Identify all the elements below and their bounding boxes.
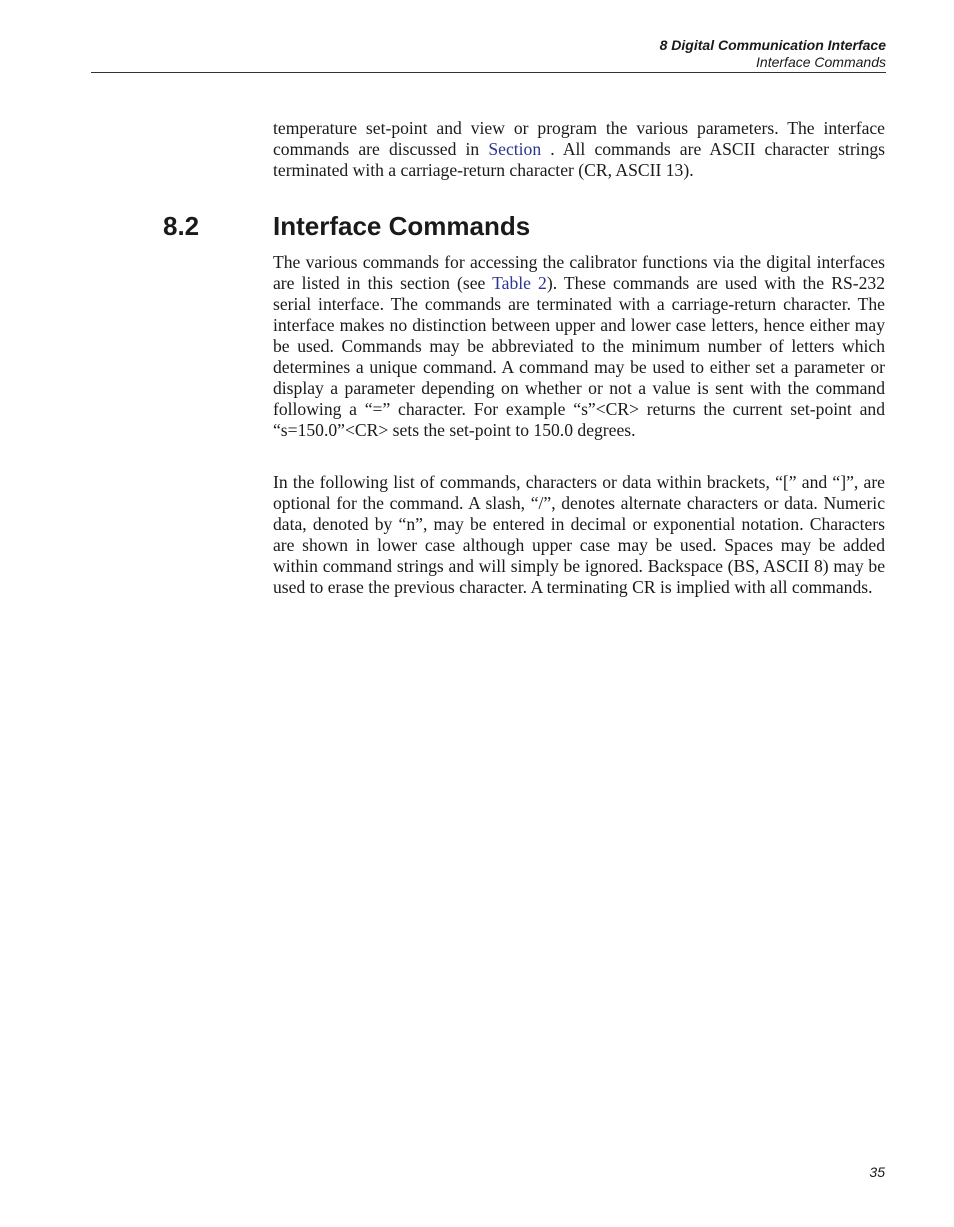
syntax-paragraph: In the following list of commands, characters or data within brackets, “[” and “]”, are optional for the command. A slash, “/”, denotes alternate characters or data. Numeric data, denoted by “n”, may be entered in decimal or exponential notation. Characters are shown in lower case although upper case may be used. Spaces may be added within command strings and will simply be ignored. Backspace (BS, ASCII 8) may be used to erase the previous character. A terminating CR is implied with all commands.: [273, 472, 885, 597]
running-header-section: Interface Commands: [756, 54, 886, 70]
section-number: 8.2: [163, 211, 200, 241]
section-link[interactable]: Section: [488, 139, 542, 159]
commands-text-end: ). These commands are used with the RS-232 serial interface. The commands are terminated with a carriage-return character. The interface makes no distinction between upper and lower case letters, hence either may be used. Commands may be abbreviated to the minimum number of letters which determines a unique command. A command may be used to either set a parameter or display a parameter depending on whether or not a value is sent with the command following a “=” character. For example “s”<CR> returns the current set-point and “s=150.0”<CR> sets the set-point to 150.0 degrees.: [273, 273, 885, 440]
commands-text-start: The various commands for accessing the calibrator functions via the digital interfaces are listed in this section (see: [273, 252, 885, 293]
commands-paragraph: [273, 252, 885, 441]
section-heading: Interface Commands: [273, 211, 531, 241]
running-header: [660, 37, 886, 71]
header-rule: [91, 72, 886, 73]
page-number: 35: [869, 1164, 885, 1180]
running-header-chapter: 8 Digital Communication Interface: [659, 37, 886, 53]
intro-text-end: . All commands are ASCII character strings terminated with a carriage-return character (CR, ASCII 13).: [273, 139, 886, 180]
intro-text-start: temperature set-point and view or program the various parameters. The interface commands are discussed in: [273, 118, 885, 159]
intro-paragraph: [273, 118, 885, 181]
table-2-link[interactable]: Table 2: [492, 273, 547, 293]
